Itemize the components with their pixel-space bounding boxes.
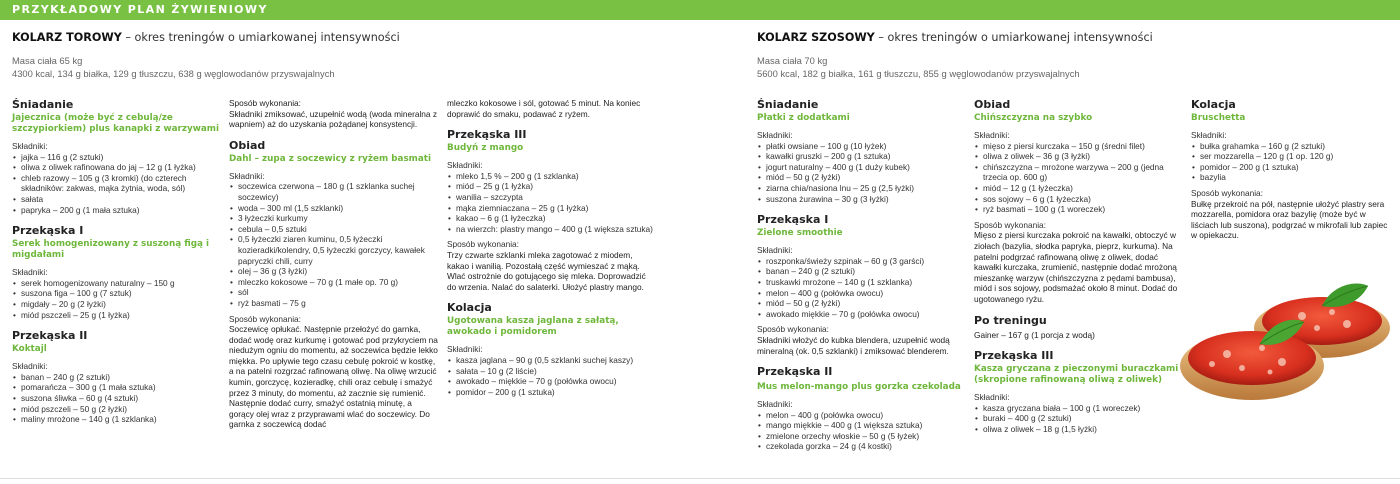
list-item: • miód pszczeli – 50 g (2 łyżki) bbox=[12, 404, 224, 415]
meal-heading: Śniadanie bbox=[757, 98, 819, 111]
list-item: • na wierzch: plastry mango – 400 g (1 większa sztuka) bbox=[447, 224, 655, 235]
list-item: • ser mozzarella – 120 g (1 op. 120 g) bbox=[1191, 151, 1391, 162]
plan-mass: Masa ciała 70 kg bbox=[757, 55, 828, 66]
ingredients-label: Składniki: bbox=[12, 361, 48, 372]
meal-dish: Bruschetta bbox=[1191, 113, 1246, 123]
meal-dish: Zielone smoothie bbox=[757, 228, 843, 239]
list-item: • sos sojowy – 6 g (1 łyżeczka) bbox=[974, 194, 1180, 205]
list-item: • kasza jaglana – 90 g (0,5 szklanki suchej kaszy) bbox=[447, 355, 655, 366]
plan-subtitle: – okres treningów o umiarkowanej intensywności bbox=[125, 31, 400, 44]
ingredients-label: Składniki: bbox=[757, 399, 793, 410]
page-divider bbox=[0, 478, 1400, 479]
list-item: • maliny mrożone – 140 g (1 szklanka) bbox=[12, 414, 224, 425]
meal-dish: Kasza gryczana z pieczonymi buraczkami (skropione rafinowaną oliwą z oliwek) bbox=[974, 364, 1179, 386]
list-item: • melon – 400 g (połówka owocu) bbox=[757, 288, 967, 299]
ingredients-list bbox=[1191, 141, 1391, 183]
list-item: • olej – 36 g (3 łyżki) bbox=[229, 266, 439, 277]
ingredients-list bbox=[447, 171, 655, 235]
method-label: Sposób wykonania: bbox=[757, 324, 829, 335]
method-text: Soczewicę opłukać. Następnie przełożyć do garnka, dodać wodę oraz kurkumę i gotować pod przykryciem na niedużym ogniu do momentu, aż soczewica będzie lekko miękka. Po upływie tego czasu cebulę pokroić w kostkę, a na patelni rozgrzać rafinowaną oliwę. Na oliwę wrzucić kumin, gorczycę, kozieradkę, chili oraz cebulę i smażyć przez 3 minuty, do momentu, aż zacznie się rumienić. Następnie dodać curry, smażyć ostatnią minutę, a gorący olej wraz z przyprawami wlać do soczewicy. Do garnka z soczewicą dodać bbox=[229, 324, 438, 430]
meal-heading: Kolacja bbox=[447, 301, 492, 315]
list-item: • 3 łyżeczki kurkumy bbox=[229, 213, 439, 224]
list-item: • banan – 240 g (2 sztuki) bbox=[757, 266, 967, 277]
list-item: • chińszczyzna – mrożone warzywa – 200 g (jedna trzecia op. 600 g) bbox=[974, 162, 1180, 183]
plan-title-track bbox=[12, 31, 400, 45]
list-item: • jajka – 116 g (2 sztuki) bbox=[12, 152, 224, 163]
plan-subtitle: – okres treningów o umiarkowanej intensywności bbox=[878, 31, 1153, 44]
list-item: • ziarna chia/nasiona lnu – 25 g (2,5 łyżki) bbox=[757, 183, 967, 194]
method-label: Sposób wykonania: bbox=[1191, 187, 1263, 198]
method-text: Składniki włożyć do kubka blendera, uzupełnić wodą mineralną (ok. 0,5 szklanki) i zmiksować blenderem. bbox=[757, 334, 950, 356]
list-item: • kawałki gruszki – 200 g (1 sztuka) bbox=[757, 151, 967, 162]
list-item: • awokado – miękkie – 70 g (połówka owocu) bbox=[447, 376, 655, 387]
list-item: • płatki owsiane – 100 g (10 łyżek) bbox=[757, 141, 967, 152]
list-item: • oliwa z oliwek – 36 g (3 łyżki) bbox=[974, 151, 1180, 162]
list-item: • awokado miękkie – 70 g (połówka owocu) bbox=[757, 309, 967, 320]
list-item: • wanilia – szczypta bbox=[447, 192, 655, 203]
list-item: • mięso z piersi kurczaka – 150 g (średni filet) bbox=[974, 141, 1180, 152]
ingredients-label: Składniki: bbox=[974, 392, 1010, 403]
list-item: • miód – 12 g (1 łyżeczka) bbox=[974, 183, 1180, 194]
meal-heading: Po treningu bbox=[974, 313, 1047, 327]
ingredients-list bbox=[12, 278, 224, 320]
ingredients-label: Składniki: bbox=[974, 130, 1010, 140]
list-item: • suszona figa – 100 g (7 sztuk) bbox=[12, 288, 224, 299]
left-column-3 bbox=[447, 98, 655, 397]
list-item: • miód pszczeli – 25 g (1 łyżka) bbox=[12, 310, 224, 321]
meal-heading: Obiad bbox=[229, 138, 266, 152]
ingredients-list bbox=[757, 256, 967, 320]
plan-title-road bbox=[757, 31, 1153, 45]
list-item: • roszponka/świeży szpinak – 60 g (3 garści) bbox=[757, 256, 967, 267]
ingredients-label: Składniki: bbox=[757, 130, 793, 140]
ingredients-list bbox=[757, 141, 967, 205]
meal-heading: Przekąska III bbox=[447, 128, 527, 142]
list-item: • ryż basmati – 75 g bbox=[229, 298, 439, 309]
list-item: • miód – 25 g (1 łyżka) bbox=[447, 181, 655, 192]
list-item: • suszona śliwka – 60 g (4 sztuki) bbox=[12, 393, 224, 404]
meal-dish: Chińszczyzna na szybko bbox=[974, 113, 1093, 123]
meal-dish: Mus melon-mango plus gorzka czekolada bbox=[757, 382, 961, 393]
ingredients-label: Składniki: bbox=[447, 160, 483, 171]
list-item: • bułka grahamka – 160 g (2 sztuki) bbox=[1191, 141, 1391, 152]
method-text: Mięso z piersi kurczaka pokroić na kawałki, obtoczyć w ziołach (bazylia, słodka papryka, pieprz, kurkuma). Na patelni podgrzać rafinowaną oliwę z oliwek, dodać kawałki kurczaka, zrumienić, następnie dodać mrożoną mieszankę warzyw (chińszczyzna z pędami bambusa), miód i sos sojowy, podsmażać około 8 minut. Dodać do ugotowanego ryżu. bbox=[974, 230, 1178, 304]
ingredients-label: Składniki: bbox=[1191, 130, 1227, 140]
plan-mass: Masa ciała 65 kg bbox=[12, 55, 83, 66]
list-item: • truskawki mrożone – 140 g (1 szklanka) bbox=[757, 277, 967, 288]
list-item: • cebula – 0,5 sztuki bbox=[229, 224, 439, 235]
list-item: • mąka ziemniaczana – 25 g (1 łyżka) bbox=[447, 203, 655, 214]
plan-macros: 5600 kcal, 182 g białka, 161 g tłuszczu, 855 g węglowodanów przyswajalnych bbox=[757, 68, 1080, 79]
method-text-continued: mleczko kokosowe i sól, gotować 5 minut. Na koniec doprawić do smaku, podawać z ryżem. bbox=[447, 98, 641, 119]
list-item: • sałata – 10 g (2 liście) bbox=[447, 366, 655, 377]
list-item: • pomidor – 200 g (1 sztuka) bbox=[447, 387, 655, 398]
left-column-1 bbox=[12, 98, 224, 425]
list-item: • mleko 1,5 % – 200 g (1 szklanka) bbox=[447, 171, 655, 182]
list-item: • serek homogenizowany naturalny – 150 g bbox=[12, 278, 224, 289]
list-item: • miód – 50 g (2 łyżki) bbox=[757, 172, 967, 183]
method-text: Trzy czwarte szklanki mleka zagotować z miodem, kakao i wanilią. Pozostałą część wymieszać z mąką. Wlać ostrożnie do gotującego się mleka. Doprowadzić do wrzenia. Nalać do salaterki. Ułożyć plastry mango. bbox=[447, 249, 646, 292]
meal-dish: Koktajl bbox=[12, 344, 47, 355]
meal-dish: Jajecznica (może być z cebulą/ze szczypiorkiem) plus kanapki z warzywami bbox=[12, 113, 219, 134]
meal-dish: Serek homogenizowany z suszoną figą i migdałami bbox=[12, 239, 210, 261]
plan-name: KOLARZ SZOSOWY bbox=[757, 31, 875, 44]
list-item: • sól bbox=[229, 287, 439, 298]
plan-macros: 4300 kcal, 134 g białka, 129 g tłuszczu, 638 g węglowodanów przyswajalnych bbox=[12, 68, 335, 79]
ingredients-list bbox=[12, 152, 224, 216]
list-item: • kasza gryczana biała – 100 g (1 woreczek) bbox=[974, 403, 1180, 414]
bruschetta-photo bbox=[1172, 266, 1400, 416]
list-item: • ryż basmati – 100 g (1 woreczek) bbox=[974, 204, 1180, 215]
list-item: • pomidor – 200 g (1 sztuka) bbox=[1191, 162, 1391, 173]
ingredients-label: Składniki: bbox=[229, 170, 265, 181]
list-item: • chleb razowy – 105 g (3 kromki) (do czterech składników: zakwas, mąka żytnia, woda, sól) bbox=[12, 173, 224, 194]
meal-heading: Przekąska I bbox=[757, 213, 829, 227]
list-item: • pomarańcza – 300 g (1 mała sztuka) bbox=[12, 382, 224, 393]
list-item: • sałata bbox=[12, 194, 224, 205]
meal-heading: Przekąska III bbox=[974, 349, 1054, 363]
ingredients-label: Składniki: bbox=[12, 267, 48, 278]
method-label: Sposób wykonania: bbox=[974, 219, 1046, 230]
method-label: Sposób wykonania: bbox=[229, 313, 301, 324]
ingredients-list bbox=[974, 141, 1180, 215]
meal-heading: Przekąska II bbox=[757, 365, 833, 379]
left-column-2 bbox=[229, 98, 439, 430]
meal-dish: Płatki z dodatkami bbox=[757, 113, 850, 123]
list-item: • miód – 50 g (2 łyżki) bbox=[757, 298, 967, 309]
list-item: • bazylia bbox=[1191, 172, 1391, 183]
list-item: • melon – 400 g (połówka owocu) bbox=[757, 410, 967, 421]
list-item: • kakao – 6 g (1 łyżeczka) bbox=[447, 213, 655, 224]
list-item: • czekolada gorzka – 24 g (4 kostki) bbox=[757, 441, 967, 452]
meal-dish: Dahl – zupa z soczewicy z ryżem basmati bbox=[229, 153, 431, 164]
ingredients-list bbox=[447, 355, 655, 397]
list-item: • jogurt naturalny – 400 g (1 duży kubek) bbox=[757, 162, 967, 173]
meal-dish: Ugotowana kasza jaglana z sałatą, awokado i pomidorem bbox=[447, 316, 619, 338]
method-text: Składniki zmiksować, uzupełnić wodą (woda mineralna z wapniem) aż do uzyskania pożądanej konsystencji. bbox=[229, 108, 437, 130]
list-item: • oliwa z oliwek rafinowana do jaj – 12 g (1 łyżka) bbox=[12, 162, 224, 173]
ingredients-list bbox=[757, 410, 967, 452]
right-column-1 bbox=[757, 98, 967, 452]
method-text: Bułkę przekroić na pół, następnie ułożyć plastry sera mozzarella, pomidora oraz bazylię (może być w liściach lub suszona), podgrzać w mikrofali lub zapiec w opiekaczu. bbox=[1191, 198, 1388, 241]
ingredients-list bbox=[974, 403, 1180, 435]
meal-heading: Przekąska II bbox=[12, 329, 88, 343]
section-banner: PRZYKŁADOWY PLAN ŻYWIENIOWY bbox=[0, 0, 1400, 20]
method-label: Sposób wykonania: bbox=[447, 239, 519, 250]
list-item: • papryka – 200 g (1 mała sztuka) bbox=[12, 205, 224, 216]
ingredients-label: Składniki: bbox=[757, 245, 793, 256]
list-item: • woda – 300 ml (1,5 szklanki) bbox=[229, 203, 439, 214]
list-item: • suszona żurawina – 30 g (3 łyżki) bbox=[757, 194, 967, 205]
meal-dish: Budyń z mango bbox=[447, 143, 524, 154]
ingredients-label: Składniki: bbox=[12, 141, 48, 151]
list-item: • banan – 240 g (2 sztuki) bbox=[12, 372, 224, 383]
meal-heading: Kolacja bbox=[1191, 98, 1236, 111]
ingredients-list bbox=[12, 372, 224, 425]
list-item: • mleczko kokosowe – 70 g (1 małe op. 70 g) bbox=[229, 277, 439, 288]
ingredients-list bbox=[229, 181, 439, 308]
list-item: • mango miękkie – 400 g (1 większa sztuka) bbox=[757, 420, 967, 431]
ingredients-label: Składniki: bbox=[447, 344, 483, 355]
meal-heading: Przekąska I bbox=[12, 224, 84, 238]
list-item: • 0,5 łyżeczki ziaren kuminu, 0,5 łyżeczki kozieradki/kolendry, 0,5 łyżeczki gorczycy, kawałek papryczki chili, curry bbox=[229, 234, 439, 266]
post-workout-text: Gainer – 167 g (1 porcja z wodą) bbox=[974, 329, 1095, 340]
meal-heading: Śniadanie bbox=[12, 98, 74, 111]
meal-heading: Obiad bbox=[974, 98, 1011, 111]
list-item: • soczewica czerwona – 180 g (1 szklanka suchej soczewicy) bbox=[229, 181, 439, 202]
list-item: • zmielone orzechy włoskie – 50 g (5 łyżek) bbox=[757, 431, 967, 442]
method-label: Sposób wykonania: bbox=[229, 98, 301, 108]
list-item: • oliwa z oliwek – 18 g (1,5 łyżki) bbox=[974, 424, 1180, 435]
right-column-3 bbox=[1191, 98, 1391, 241]
list-item: • migdały – 20 g (2 łyżki) bbox=[12, 299, 224, 310]
right-column-2 bbox=[974, 98, 1180, 434]
plan-name: KOLARZ TOROWY bbox=[12, 31, 122, 44]
list-item: • buraki – 400 g (2 sztuki) bbox=[974, 413, 1180, 424]
